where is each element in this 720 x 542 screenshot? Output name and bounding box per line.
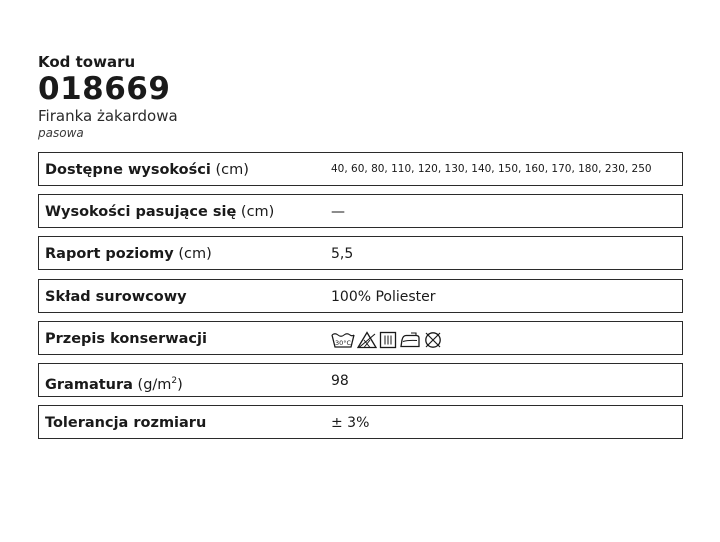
spec-label: Dostępne wysokości (cm) xyxy=(45,162,249,178)
spec-table xyxy=(38,152,683,447)
no-tumble-dry-icon xyxy=(423,331,443,349)
spec-row-matching-heights xyxy=(38,194,683,228)
spec-value: 98 xyxy=(331,372,349,389)
product-name: Firanka żakardowa xyxy=(38,107,178,125)
spec-row-composition xyxy=(38,279,683,313)
spec-value: — xyxy=(331,204,345,221)
product-header xyxy=(38,52,178,141)
care-icons xyxy=(331,331,443,349)
product-code-label: Kod towaru xyxy=(38,53,136,71)
dry-flat-icon xyxy=(379,331,397,349)
iron-icon xyxy=(399,331,421,349)
spec-value: ± 3% xyxy=(331,415,370,432)
spec-label: Przepis konserwacji xyxy=(45,330,207,347)
spec-value: 40, 60, 80, 110, 120, 130, 140, 150, 160, 170, 180, 230, 250 xyxy=(331,163,652,175)
wash-temp-label: 30°C xyxy=(334,338,352,347)
product-code: 018669 xyxy=(38,71,171,107)
spec-row-heights xyxy=(38,152,683,186)
spec-row-weight xyxy=(38,363,683,397)
spec-value: 5,5 xyxy=(331,246,354,263)
spec-row-tolerance xyxy=(38,405,683,439)
bleach-triangle-icon xyxy=(357,331,377,349)
spec-row-horizontal-repeat xyxy=(38,236,683,270)
spec-label: Raport poziomy (cm) xyxy=(45,246,212,263)
spec-label: Skład surowcowy xyxy=(45,288,187,305)
product-variant: pasowa xyxy=(38,126,84,140)
spec-value: 100% Poliester xyxy=(331,288,436,305)
spec-label: Tolerancja rozmiaru xyxy=(45,415,207,432)
spec-label: Wysokości pasujące się (cm) xyxy=(45,204,275,221)
spec-label: Gramatura $(g/m^2)$ xyxy=(45,375,183,393)
wash-30-icon xyxy=(331,331,355,349)
spec-row-care xyxy=(38,321,683,355)
